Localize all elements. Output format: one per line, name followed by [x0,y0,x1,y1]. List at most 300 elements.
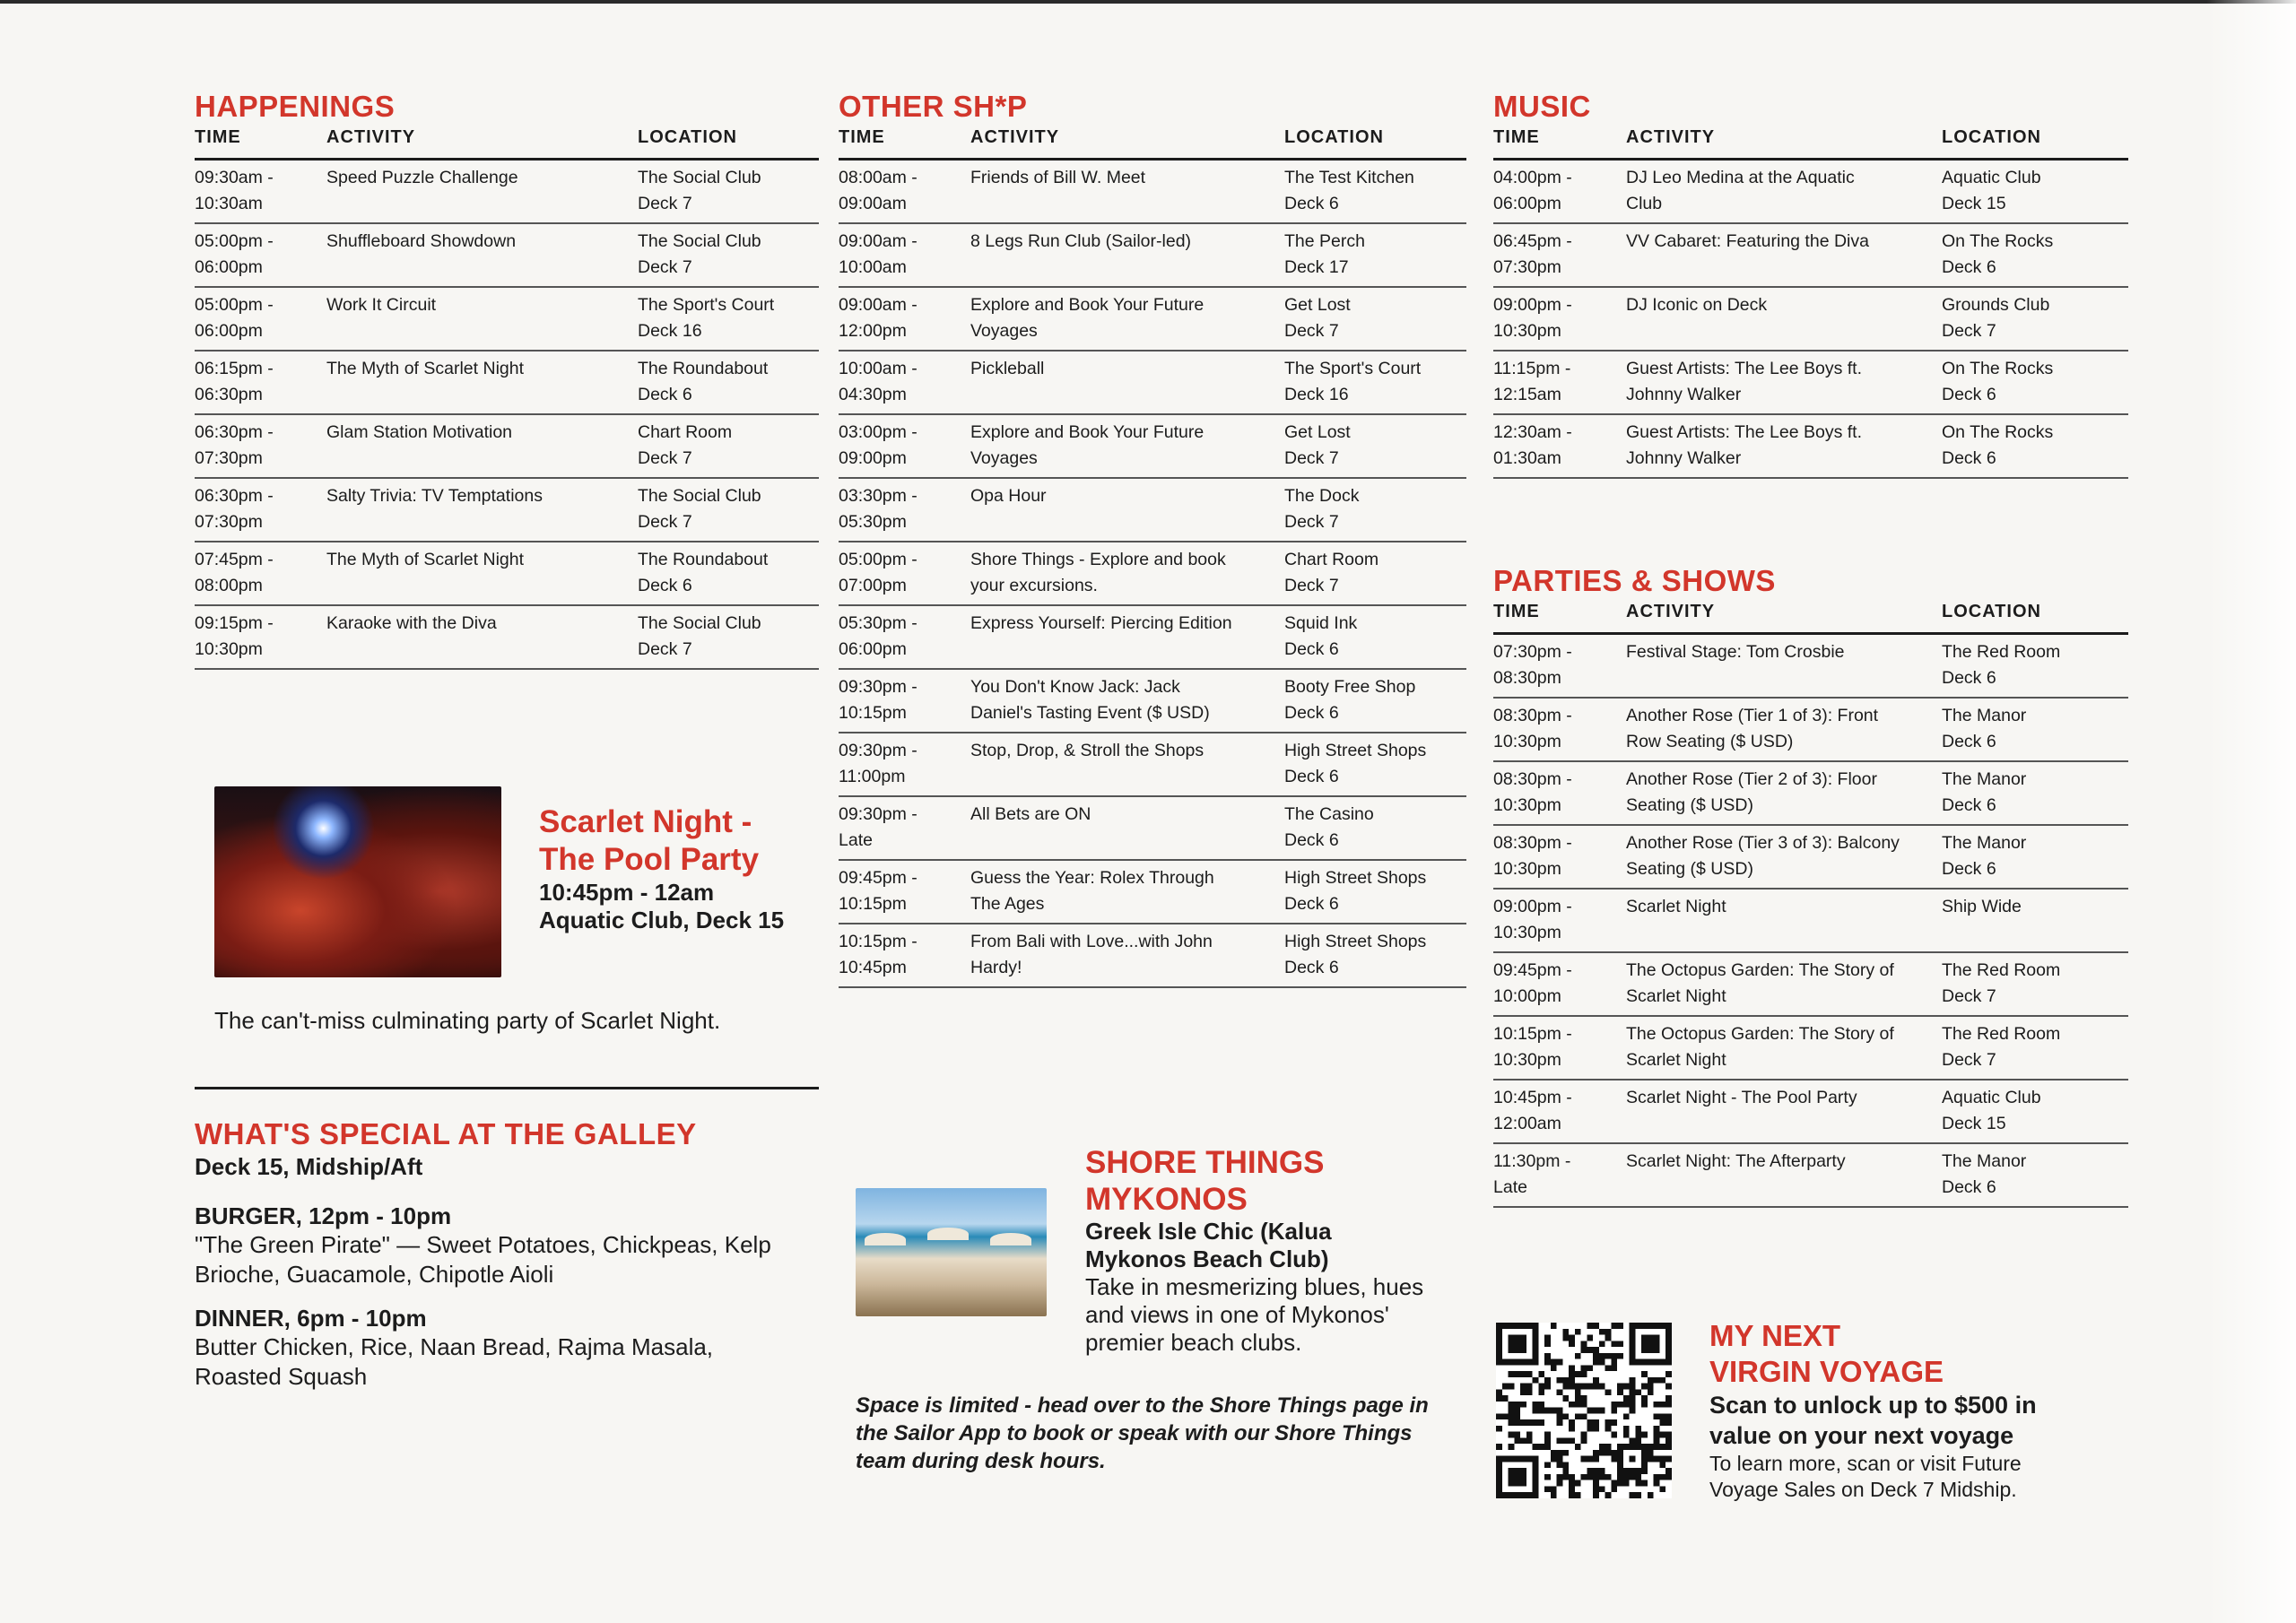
table-cell [1284,924,1466,987]
time-line: 06:00pm [839,639,907,659]
activity-line: Speed Puzzle Challenge [326,168,518,187]
header-location: LOCATION [1942,598,2128,634]
location-line: The Manor [1942,1151,2027,1171]
table-cell [195,287,326,351]
table-cell [970,796,1284,860]
table-cell [839,160,970,224]
happenings-section [195,90,819,670]
page-right-edge [2206,0,2296,1623]
time-line: 10:00pm [1493,986,1561,1006]
table-cell [638,160,819,224]
time-line: 09:00pm - [1493,295,1572,315]
table-cell [1284,351,1466,414]
time-line: 10:15pm - [839,932,918,951]
table-row [1493,287,2128,351]
location-line: The Red Room [1942,960,2061,980]
table-cell [839,414,970,478]
table-cell [970,478,1284,542]
time-line: 09:00pm [839,448,907,468]
table-cell [1942,287,2128,351]
table-row [1493,1143,2128,1207]
time-line: 10:30am [195,194,263,213]
activity-line: DJ Iconic on Deck [1626,295,1768,315]
location-line: Deck 16 [1284,385,1349,404]
activity-line: Work It Circuit [326,295,437,315]
location-line: The Roundabout [638,550,769,569]
location-line: Deck 6 [1284,639,1339,659]
table-cell [1942,223,2128,287]
table-row [839,796,1466,860]
table-cell [1942,1143,2128,1207]
activity-line: The Ages [970,894,1045,914]
header-location: LOCATION [638,124,819,160]
time-line: 10:15pm - [1493,1024,1572,1044]
table-cell [1284,669,1466,733]
time-line: 10:30pm [1493,923,1561,942]
table-cell [1284,478,1466,542]
location-line: Deck 6 [1284,767,1339,786]
burger-heading: BURGER, 12pm - 10pm [195,1202,452,1229]
location-line: Chart Room [638,422,733,442]
table-row [195,160,819,224]
location-line: Deck 7 [1942,1050,1996,1070]
time-line: 10:30pm [1493,859,1561,879]
location-line: On The Rocks [1942,422,2054,442]
location-line: High Street Shops [1284,868,1427,888]
location-line: Grounds Club [1942,295,2050,315]
activity-line: The Myth of Scarlet Night [326,359,525,378]
parties-section [1493,564,2128,1208]
location-line: Deck 6 [1942,732,1996,751]
table-cell [1284,605,1466,669]
table-cell [1493,1016,1626,1080]
location-line: The Perch [1284,231,1365,251]
location-line: Deck 7 [638,257,692,277]
table-cell [1493,1143,1626,1207]
header-location: LOCATION [1284,124,1466,160]
time-line: 07:30pm [195,448,263,468]
table-row [195,605,819,669]
table-cell [1942,351,2128,414]
table-cell [326,478,638,542]
location-line: On The Rocks [1942,359,2054,378]
location-line: The Manor [1942,833,2027,853]
other-shop-header-row [839,124,1466,160]
time-line: 05:00pm - [195,231,274,251]
activity-line: Salty Trivia: TV Temptations [326,486,543,506]
time-line: 10:30pm [1493,795,1561,815]
table-cell [1942,952,2128,1016]
time-line: 11:30pm - [1493,1151,1571,1171]
pool-party-title-line1: Scarlet Night - [539,804,752,839]
time-line: 07:45pm - [195,550,274,569]
activity-line: Guest Artists: The Lee Boys ft. [1626,422,1863,442]
activity-line: Row Seating ($ USD) [1626,732,1794,751]
table-cell [638,223,819,287]
location-line: Deck 7 [1284,576,1339,595]
qr-code-icon[interactable] [1496,1323,1672,1498]
time-line: 11:15pm - [1493,359,1571,378]
location-line: Get Lost [1284,295,1351,315]
table-cell [839,542,970,605]
time-line: 04:30pm [839,385,907,404]
table-cell [970,542,1284,605]
table-cell [638,414,819,478]
location-line: The Social Club [638,613,761,633]
location-line: Deck 6 [1284,958,1339,977]
time-line: 12:00am [1493,1114,1561,1133]
table-cell [1626,825,1942,889]
table-cell [839,478,970,542]
table-cell [638,351,819,414]
location-line: The Social Club [638,231,761,251]
location-line: The Test Kitchen [1284,168,1414,187]
activity-line: your excursions. [970,576,1098,595]
time-line: 09:45pm - [1493,960,1572,980]
table-cell [638,542,819,605]
activity-line: Explore and Book Your Future [970,422,1205,442]
table-cell [326,223,638,287]
location-line: Chart Room [1284,550,1379,569]
location-line: The Sport's Court [1284,359,1422,378]
table-cell [1493,414,1626,478]
location-line: Deck 6 [1942,668,1996,688]
table-cell [1942,160,2128,224]
time-line: 10:15pm [839,894,907,914]
activity-line: Club [1626,194,1663,213]
location-line: Deck 6 [1284,894,1339,914]
next-voyage-body: To learn more, scan or visit Future Voyage Sales on Deck 7 Midship. [1709,1452,2022,1501]
activity-line: Voyages [970,321,1038,341]
location-line: Aquatic Club [1942,1088,2041,1107]
galley-section [195,1117,822,1392]
activity-line: Scarlet Night - The Pool Party [1626,1088,1857,1107]
time-line: 10:00am - [839,359,918,378]
burger-description: "The Green Pirate" — Sweet Potatoes, Chickpeas, Kelp Brioche, Guacamole, Chipotle Aioli [195,1231,771,1288]
table-cell [1626,1080,1942,1143]
activity-line: Another Rose (Tier 1 of 3): Front [1626,706,1879,725]
activity-line: Another Rose (Tier 3 of 3): Balcony [1626,833,1900,853]
location-line: Deck 15 [1942,1114,2006,1133]
time-line: 10:30pm [195,639,263,659]
table-cell [1942,761,2128,825]
music-section [1493,90,2128,479]
table-cell [1942,889,2128,952]
activity-line: The Octopus Garden: The Story of [1626,960,1894,980]
pool-party-description: The can't-miss culminating party of Scarlet Night. [214,1007,721,1034]
location-line: The Manor [1942,706,2027,725]
time-line: 09:30pm - [839,804,918,824]
table-cell [839,669,970,733]
table-row [195,414,819,478]
table-cell [1284,160,1466,224]
location-line: Deck 7 [638,512,692,532]
table-cell [638,287,819,351]
table-cell [1626,698,1942,761]
activity-line: Another Rose (Tier 2 of 3): Floor [1626,769,1877,789]
location-line: The Red Room [1942,1024,2061,1044]
shore-things-promo [1085,1144,1462,1357]
header-activity: ACTIVITY [970,124,1284,160]
table-row [195,542,819,605]
table-cell [1626,1143,1942,1207]
location-line: Deck 7 [638,194,692,213]
activity-line: Scarlet Night [1626,897,1726,916]
table-cell [1493,952,1626,1016]
table-cell [839,733,970,796]
location-line: The Roundabout [638,359,769,378]
table-cell [195,605,326,669]
table-cell [839,351,970,414]
page-top-edge [0,0,2296,4]
next-voyage-headline: Scan to unlock up to $500 in value on your next voyage [1709,1392,2037,1449]
dinner-description: Butter Chicken, Rice, Naan Bread, Rajma Masala, Roasted Squash [195,1333,714,1390]
activity-line: Daniel's Tasting Event ($ USD) [970,703,1210,723]
parties-header-row [1493,598,2128,634]
header-time: TIME [195,124,326,160]
table-row [1493,160,2128,224]
time-line: 03:00pm - [839,422,918,442]
time-line: 08:30pm [1493,668,1561,688]
table-cell [839,924,970,987]
location-line: Deck 6 [1942,385,1996,404]
time-line: 03:30pm - [839,486,918,506]
time-line: 10:45pm [839,958,907,977]
time-line: 12:30am - [1493,422,1572,442]
table-cell [1942,414,2128,478]
table-cell [638,605,819,669]
happenings-table [195,124,819,670]
location-line: The Red Room [1942,642,2061,662]
activity-line: Johnny Walker [1626,385,1742,404]
time-line: 10:30pm [1493,321,1561,341]
activity-line: You Don't Know Jack: Jack [970,677,1180,697]
time-line: 09:00pm - [1493,897,1572,916]
table-cell [970,414,1284,478]
table-cell [326,351,638,414]
time-line: 09:30pm - [839,741,918,760]
table-cell [1493,1080,1626,1143]
activity-line: Scarlet Night: The Afterparty [1626,1151,1846,1171]
shore-things-note: Space is limited - head over to the Shore Things page in the Sailor App to book or speak with our Shore Things team during desk hours. [856,1393,1429,1473]
music-table [1493,124,2128,479]
table-cell [1942,698,2128,761]
activity-line: All Bets are ON [970,804,1091,824]
header-activity: ACTIVITY [1626,598,1942,634]
activity-line: Opa Hour [970,486,1047,506]
table-cell [1284,733,1466,796]
table-cell [1942,634,2128,699]
pool-party-photo [214,786,501,977]
table-cell [1284,223,1466,287]
table-cell [839,860,970,924]
table-row [1493,414,2128,478]
activity-line: Pickleball [970,359,1045,378]
location-line: On The Rocks [1942,231,2054,251]
table-cell [970,160,1284,224]
time-line: 05:00pm - [195,295,274,315]
table-row [839,223,1466,287]
time-line: 11:00pm [839,767,906,786]
time-line: 10:30pm [1493,1050,1561,1070]
table-cell [970,669,1284,733]
table-cell [1626,223,1942,287]
header-activity: ACTIVITY [326,124,638,160]
activity-line: Voyages [970,448,1038,468]
header-activity: ACTIVITY [1626,124,1942,160]
table-cell [970,924,1284,987]
location-line: Squid Ink [1284,613,1358,633]
table-cell [1626,160,1942,224]
activity-line: Karaoke with the Diva [326,613,497,633]
table-cell [1626,1016,1942,1080]
other-shop-table [839,124,1466,988]
table-row [1493,634,2128,699]
table-cell [326,160,638,224]
table-row [839,733,1466,796]
table-row [1493,698,2128,761]
activity-line: From Bali with Love...with John [970,932,1213,951]
table-row [1493,1080,2128,1143]
table-row [195,223,819,287]
table-cell [195,351,326,414]
table-cell [839,605,970,669]
time-line: 09:45pm - [839,868,918,888]
activity-line: Scarlet Night [1626,1050,1726,1070]
header-time: TIME [839,124,970,160]
table-cell [839,796,970,860]
time-line: 04:00pm - [1493,168,1572,187]
time-line: 06:15pm - [195,359,274,378]
table-row [195,478,819,542]
location-line: Deck 6 [1284,703,1339,723]
time-line: 08:00pm [195,576,263,595]
parties-table [1493,598,2128,1208]
table-cell [1493,761,1626,825]
location-line: Deck 7 [638,639,692,659]
table-cell [839,287,970,351]
time-line: 08:30pm - [1493,833,1572,853]
table-row [1493,351,2128,414]
table-cell [326,414,638,478]
table-cell [1493,160,1626,224]
table-cell [1626,351,1942,414]
table-cell [1493,287,1626,351]
location-line: High Street Shops [1284,932,1427,951]
activity-line: Friends of Bill W. Meet [970,168,1146,187]
next-voyage-title-line1: MY NEXT [1709,1319,1841,1352]
location-line: Get Lost [1284,422,1351,442]
shore-things-title-line2: MYKONOS [1085,1182,1248,1217]
table-cell [195,542,326,605]
pool-party-title-line2: The Pool Party [539,842,760,877]
table-row [1493,223,2128,287]
location-line: The Sport's Court [638,295,775,315]
location-line: Deck 7 [1942,321,1996,341]
galley-divider [195,1087,819,1089]
time-line: 10:00am [839,257,907,277]
table-row [839,669,1466,733]
location-line: High Street Shops [1284,741,1427,760]
location-line: The Dock [1284,486,1360,506]
time-line: 12:00pm [839,321,907,341]
table-cell [1626,634,1942,699]
location-line: Deck 16 [638,321,702,341]
location-line: Deck 6 [638,576,692,595]
time-line: 09:15pm - [195,613,274,633]
beach-club-photo [856,1188,1047,1316]
time-line: 08:00am - [839,168,918,187]
location-line: Deck 7 [638,448,692,468]
shore-things-subtitle-line2: Mykonos Beach Club) [1085,1245,1329,1272]
time-line: Late [1493,1177,1527,1197]
table-cell [970,605,1284,669]
activity-line: Shuffleboard Showdown [326,231,517,251]
location-line: Deck 6 [1284,194,1339,213]
location-line: Deck 7 [1284,321,1339,341]
pool-party-time: 10:45pm - 12am [539,879,715,906]
table-cell [970,287,1284,351]
table-cell [326,542,638,605]
location-line: Deck 17 [1284,257,1349,277]
location-line: Deck 6 [1942,795,1996,815]
activity-line: Express Yourself: Piercing Edition [970,613,1232,633]
table-row [839,605,1466,669]
table-row [839,351,1466,414]
time-line: 06:00pm [1493,194,1561,213]
table-row [839,287,1466,351]
time-line: 05:00pm - [839,550,918,569]
table-cell [1626,952,1942,1016]
time-line: 06:30pm [195,385,263,404]
table-cell [195,478,326,542]
table-cell [1284,542,1466,605]
table-cell [1284,796,1466,860]
location-line: Deck 6 [1942,448,1996,468]
shore-things-description: Take in mesmerizing blues, hues and views in one of Mykonos' premier beach clubs. [1085,1273,1424,1356]
activity-line: Scarlet Night [1626,986,1726,1006]
table-cell [1493,825,1626,889]
activity-line: 8 Legs Run Club (Sailor-led) [970,231,1192,251]
table-cell [1493,223,1626,287]
location-line: The Manor [1942,769,2027,789]
time-line: 06:30pm - [195,486,274,506]
table-row [195,351,819,414]
location-line: Aquatic Club [1942,168,2041,187]
shore-things-title-line1: SHORE THINGS [1085,1145,1325,1180]
location-line: Deck 6 [1942,257,1996,277]
table-cell [970,223,1284,287]
location-line: Booty Free Shop [1284,677,1416,697]
next-voyage-promo [1709,1318,2113,1503]
activity-line: The Myth of Scarlet Night [326,550,525,569]
table-cell [326,605,638,669]
table-cell [1493,889,1626,952]
activity-line: Festival Stage: Tom Crosbie [1626,642,1845,662]
time-line: 06:00pm [195,257,263,277]
table-cell [1284,414,1466,478]
time-line: 07:30pm - [1493,642,1572,662]
time-line: 08:30pm - [1493,706,1572,725]
time-line: 08:30pm - [1493,769,1572,789]
table-cell [1626,414,1942,478]
table-cell [195,160,326,224]
time-line: 10:15pm [839,703,907,723]
location-line: Deck 7 [1284,512,1339,532]
location-line: Deck 7 [1284,448,1339,468]
table-row [1493,889,2128,952]
table-cell [1942,1080,2128,1143]
